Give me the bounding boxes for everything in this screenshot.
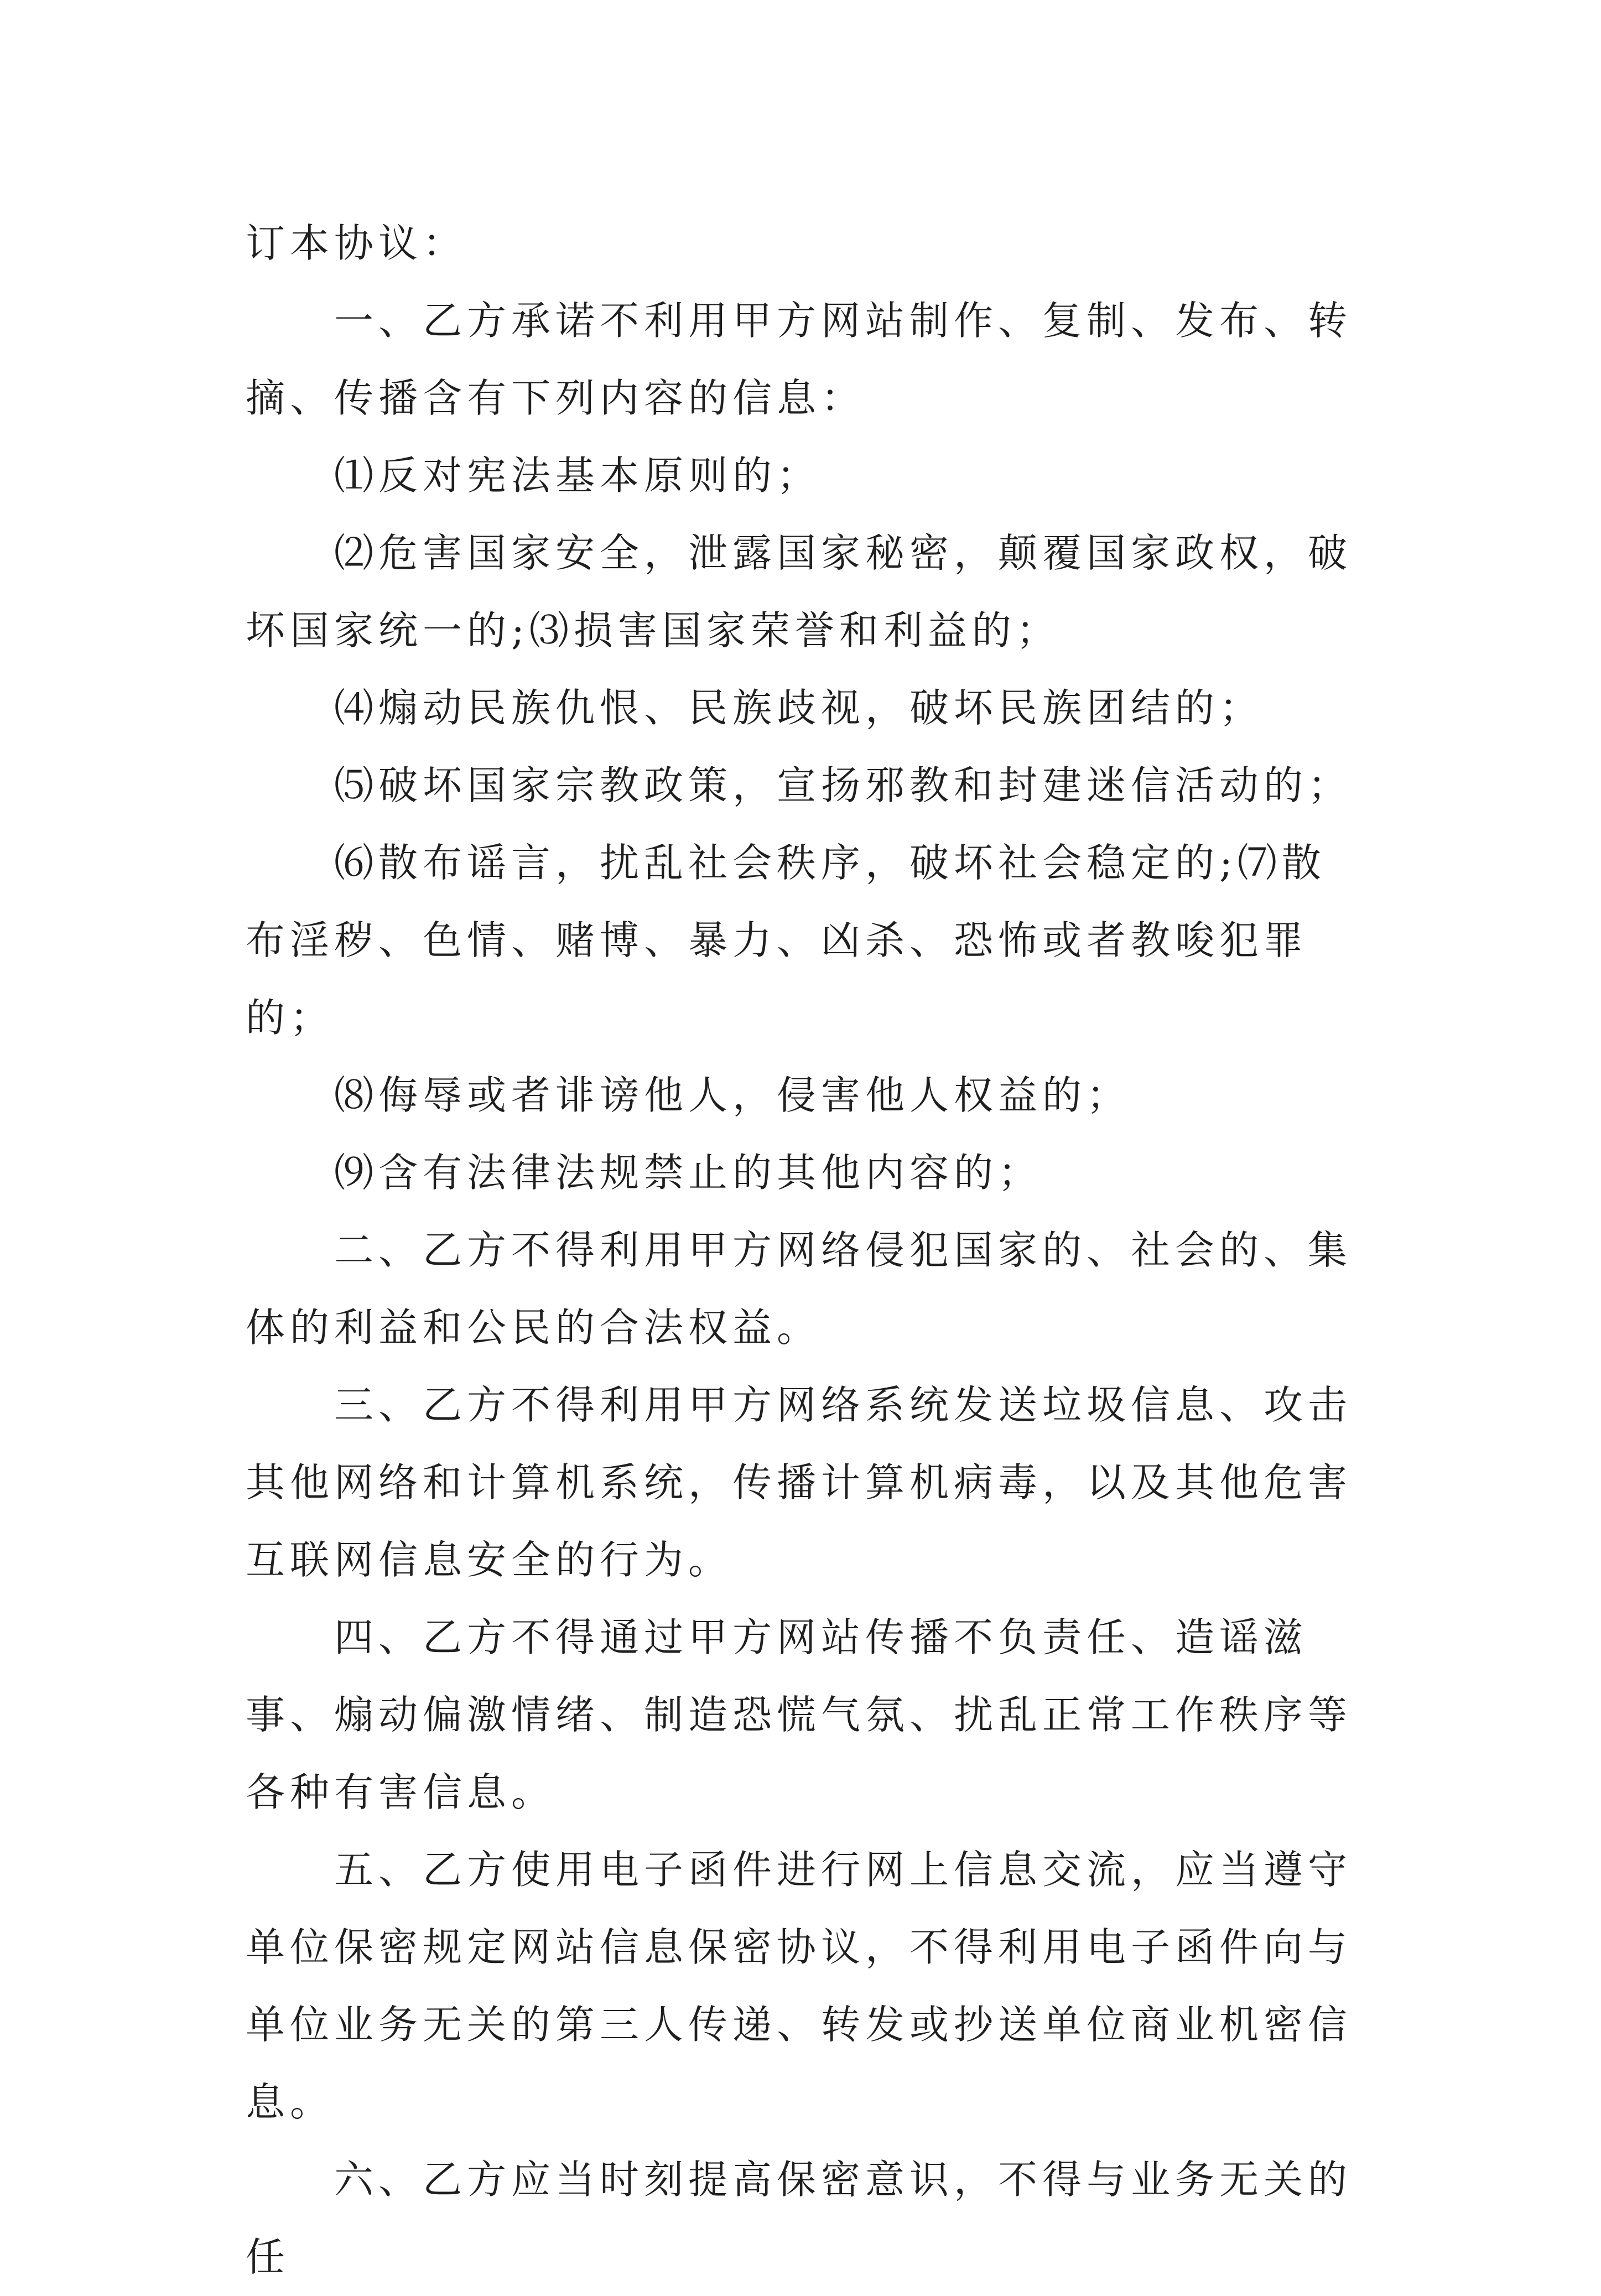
paragraph-intro: 订本协议： xyxy=(246,220,467,266)
paragraph-clause-5: 五、乙方使用电子函件进行网上信息交流，应当遵守单位保密规定网站信息保密协议，不得利用电子函件向与单位业务无关的第三人传递、转发或抄送单位商业机密信息。 xyxy=(246,1847,1353,2125)
paragraph-item-6-7: ⑹散布谣言，扰乱社会秩序，破坏社会稳定的;⑺散布淫秽、色情、赌博、暴力、凶杀、恐怖或者教唆犯罪的； xyxy=(246,840,1326,1041)
paragraph-item-8: ⑻侮辱或者诽谤他人，侵害他人权益的； xyxy=(334,1072,1131,1118)
paragraph-item-1: ⑴反对宪法基本原则的； xyxy=(334,453,822,498)
paragraph-item-4: ⑷煽动民族仇恨、民族歧视，破坏民族团结的； xyxy=(334,685,1264,731)
paragraph-clause-6: 六、乙方应当时刻提高保密意识，不得与业务无关的任 xyxy=(246,2157,1353,2280)
document-body xyxy=(246,205,1363,2296)
paragraph-clause-1: 一、乙方承诺不利用甲方网站制作、复制、发布、转摘、传播含有下列内容的信息： xyxy=(246,298,1353,421)
paragraph-clause-3: 三、乙方不得利用甲方网络系统发送垃圾信息、攻击其他网络和计算机系统，传播计算机病毒，以及其他危害互联网信息安全的行为。 xyxy=(246,1382,1353,1583)
paragraph-item-9: ⑼含有法律法规禁止的其他内容的； xyxy=(334,1150,1043,1196)
paragraph-item-5: ⑸破坏国家宗教政策，宣扬邪教和封建迷信活动的； xyxy=(334,762,1353,808)
paragraph-clause-4: 四、乙方不得通过甲方网站传播不负责任、造谣滋事、煽动偏激情绪、制造恐慌气氛、扰乱正常工作秩序等各种有害信息。 xyxy=(246,1614,1353,1815)
paragraph-clause-2: 二、乙方不得利用甲方网络侵犯国家的、社会的、集体的利益和公民的合法权益。 xyxy=(246,1227,1353,1350)
paragraph-item-2-3: ⑵危害国家安全，泄露国家秘密，颠覆国家政权，破坏国家统一的;⑶损害国家荣誉和利益的； xyxy=(246,530,1353,653)
